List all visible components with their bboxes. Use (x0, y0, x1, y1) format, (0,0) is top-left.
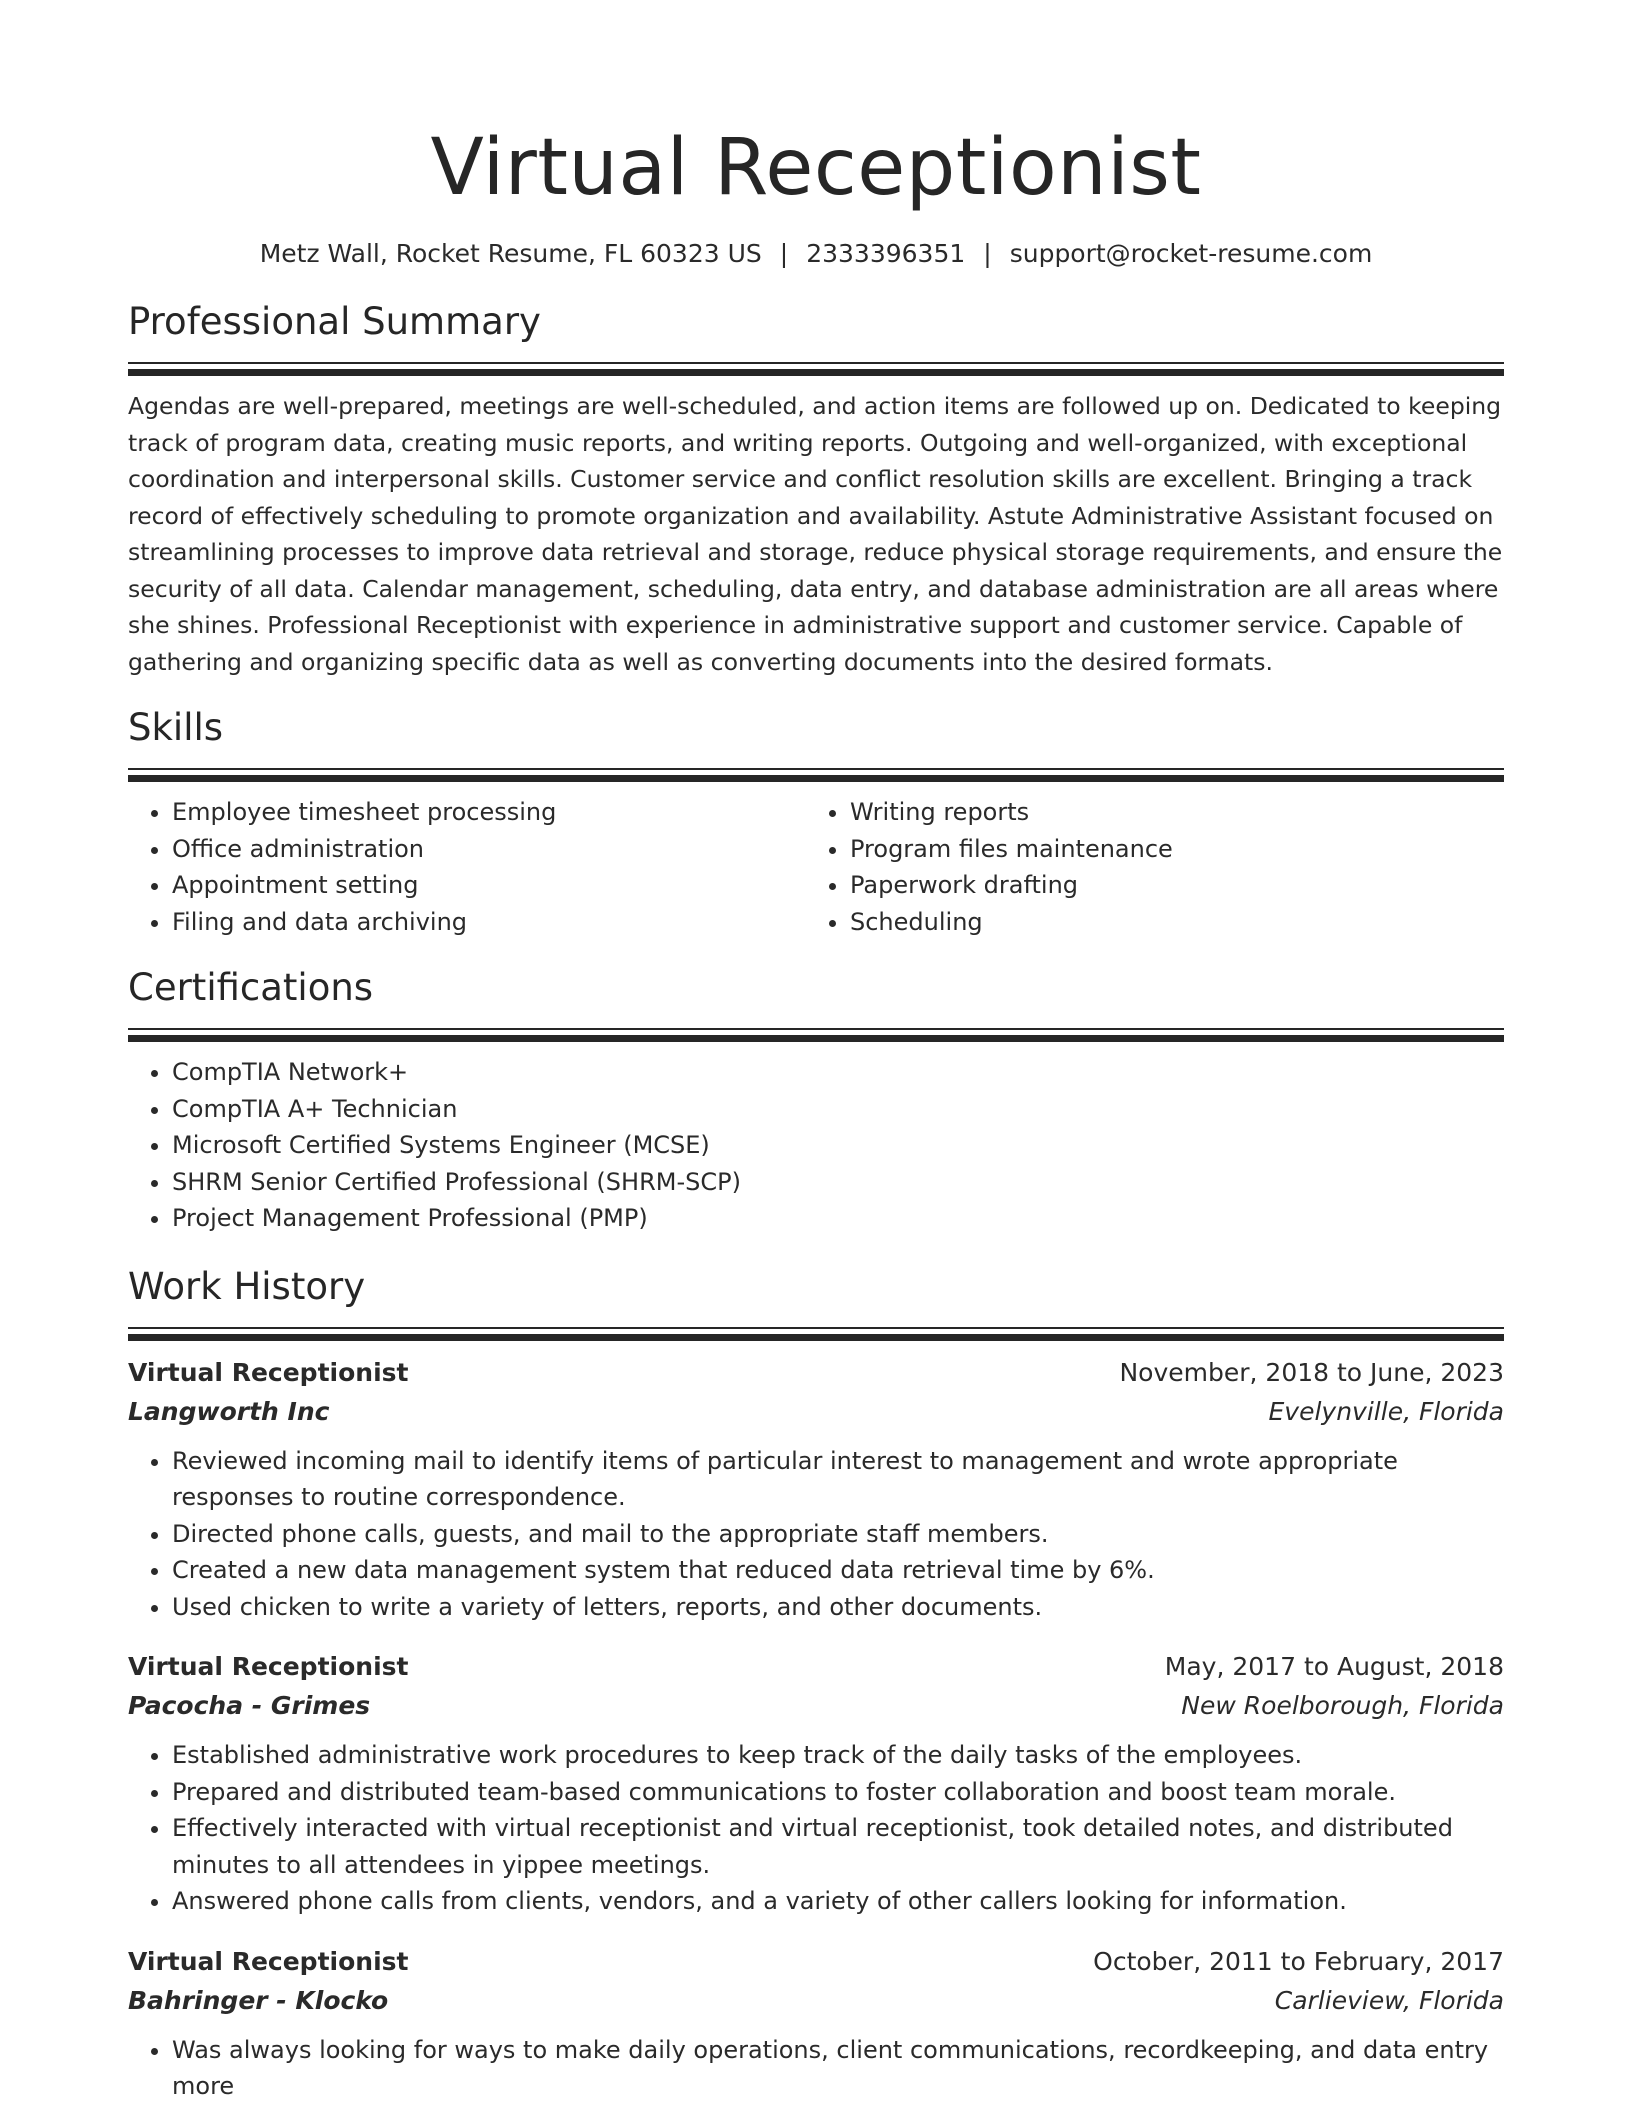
skills-column-left (128, 794, 806, 940)
job-entry (128, 1942, 1504, 2105)
job-bullet: • Effectively interacted with virtual receptionist and virtual receptionist, took detailed notes, and distributed minutes to all attendees in yippee meetings. (172, 1810, 1504, 1883)
section-title-skills: Skills (128, 706, 224, 749)
skill-item: • Employee timesheet processing (172, 794, 806, 831)
candidate-name: Virtual Receptionist (430, 123, 1202, 213)
section-divider-thick (128, 1035, 1504, 1042)
job-bullet: • Prepared and distributed team-based communications to foster collaboration and boost team morale. (172, 1774, 1504, 1811)
skill-item: • Program files maintenance (850, 831, 1484, 868)
job-location: Carlieview, Florida (1274, 1985, 1504, 2015)
job-header (128, 1647, 1504, 1686)
skill-item: • Scheduling (850, 904, 1484, 941)
job-company: Bahringer - Klocko (128, 1985, 389, 2015)
skills-section (128, 704, 1504, 940)
section-divider (128, 768, 1504, 770)
job-bullet: • Was always looking for ways to make daily operations, client communications, recordkeeping, and data entry more (172, 2032, 1504, 2105)
job-bullet: • Used chicken to write a variety of letters, reports, and other documents. (172, 1589, 1504, 1626)
job-dates: November, 2018 to June, 2023 (1119, 1357, 1504, 1387)
contact-separator: | (779, 239, 789, 268)
contact-address: Metz Wall, Rocket Resume, FL 60323 US (259, 239, 762, 268)
job-subheader (128, 1981, 1504, 2020)
resume-page (128, 0, 1504, 2105)
job-subheader (128, 1392, 1504, 1431)
skill-item: • Appointment setting (172, 867, 806, 904)
certification-item: • Project Management Professional (PMP) (172, 1200, 1504, 1237)
skill-item: • Office administration (172, 831, 806, 868)
certification-item: • CompTIA A+ Technician (172, 1091, 1504, 1128)
summary-section (128, 298, 1504, 680)
section-divider (128, 1327, 1504, 1329)
section-divider (128, 362, 1504, 364)
certifications-section (128, 964, 1504, 1237)
job-company: Langworth Inc (128, 1396, 330, 1426)
contact-line (128, 236, 1504, 272)
contact-separator: | (983, 239, 992, 268)
job-title: Virtual Receptionist (128, 1357, 409, 1387)
job-bullet: • Established administrative work procedures to keep track of the daily tasks of the employees. (172, 1737, 1504, 1774)
certification-item: • CompTIA Network+ (172, 1054, 1504, 1091)
job-bullet: • Reviewed incoming mail to identify items of particular interest to management and wrote appropriate responses to routine correspondence. (172, 1443, 1504, 1516)
section-divider (128, 1028, 1504, 1030)
section-title-certifications: Certifications (128, 966, 374, 1009)
contact-phone: 2333396351 (806, 239, 966, 268)
skill-item: • Writing reports (850, 794, 1484, 831)
job-location: New Roelborough, Florida (1181, 1691, 1504, 1720)
job-bullet: • Created a new data management system that reduced data retrieval time by 6%. (172, 1552, 1504, 1589)
job-subheader (128, 1686, 1504, 1725)
section-divider-thick (128, 369, 1504, 376)
job-entry (128, 1647, 1504, 1920)
job-company: Pacocha - Grimes (128, 1691, 371, 1720)
job-dates: May, 2017 to August, 2018 (1164, 1652, 1504, 1681)
job-header (128, 1942, 1504, 1981)
job-title: Virtual Receptionist (128, 1946, 409, 1976)
section-title-summary: Professional Summary (128, 300, 541, 343)
contact-email: support@rocket-resume.com (1009, 239, 1373, 268)
job-bullet: • Answered phone calls from clients, vendors, and a variety of other callers looking for information. (172, 1883, 1504, 1920)
summary-text: Agendas are well-prepared, meetings are well-scheduled, and action items are followed up on. Dedicated to keeping track of program data, creating music reports, and writing reports. Outgoing and well-organized, with exceptional coordination and interpersonal skills. Customer service and conflict resolution skills are excellent. Bringing a track record of effectively scheduling to promote organization and availability. Astute Administrative Assistant focused on streamlining processes to improve data retrieval and storage, reduce physical storage requirements, and ensure the security of all data. Calendar management, scheduling, data entry, and database administration are all areas where she shines. Professional Receptionist with experience in administrative support and customer service. Capable of gathering and organizing specific data as well as converting documents into the desired formats. (128, 392, 1503, 676)
job-title: Virtual Receptionist (128, 1652, 409, 1681)
job-dates: October, 2011 to February, 2017 (1093, 1946, 1504, 1976)
job-location: Evelynville, Florida (1268, 1396, 1504, 1426)
job-header (128, 1353, 1504, 1392)
skills-grid (128, 794, 1504, 940)
certification-item: • Microsoft Certified Systems Engineer (MCSE) (172, 1127, 1504, 1164)
skills-column-right (806, 794, 1484, 940)
job-bullet: • Directed phone calls, guests, and mail to the appropriate staff members. (172, 1516, 1504, 1553)
section-divider-thick (128, 1334, 1504, 1341)
skill-item: • Paperwork drafting (850, 867, 1484, 904)
section-divider-thick (128, 775, 1504, 782)
work-history-section (128, 1263, 1504, 2105)
certification-item: • SHRM Senior Certified Professional (SHRM-SCP) (172, 1164, 1504, 1201)
skill-item: • Filing and data archiving (172, 904, 806, 941)
section-title-work-history: Work History (128, 1264, 366, 1308)
job-entry (128, 1353, 1504, 1626)
